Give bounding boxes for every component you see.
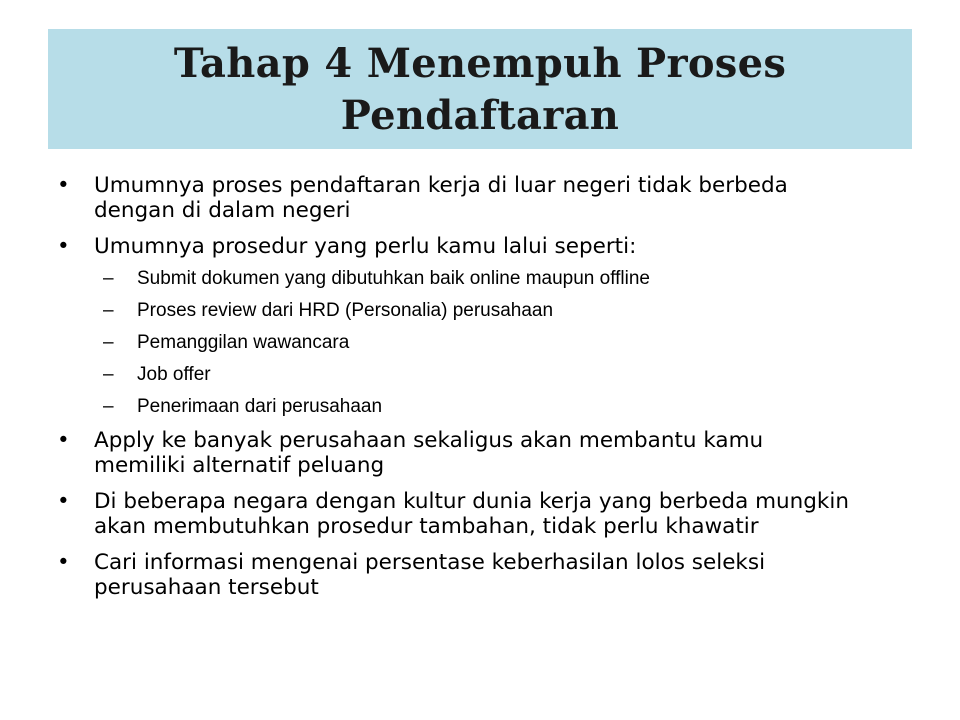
- sub-item: [56, 300, 856, 322]
- bullet-item: [56, 489, 856, 539]
- sub-list: [56, 268, 856, 418]
- slide-title: Tahap 4 Menempuh Proses Pendaftaran: [173, 40, 787, 139]
- bullet-text: Umumnya proses pendaftaran kerja di luar negeri tidak berbeda dengan di dalam negeri: [94, 173, 788, 223]
- sub-item-text: Job offer: [137, 364, 211, 385]
- bullet-text: Apply ke banyak perusahaan sekaligus akan membantu kamu memiliki alternatif peluang: [94, 428, 764, 478]
- sub-item: [56, 364, 856, 386]
- bullet-list: [56, 173, 856, 611]
- bullet-item: [56, 428, 856, 478]
- dash-icon: –: [103, 300, 114, 321]
- bullet-dot-icon: •: [57, 173, 70, 198]
- bullet-dot-icon: •: [57, 234, 70, 259]
- bullet-item: [56, 173, 856, 223]
- sub-item: [56, 268, 856, 290]
- sub-item: [56, 396, 856, 418]
- dash-icon: –: [103, 396, 114, 417]
- bullet-text: Umumnya prosedur yang perlu kamu lalui seperti:: [94, 234, 637, 259]
- bullet-text: Cari informasi mengenai persentase keberhasilan lolos seleksi perusahaan tersebut: [94, 550, 766, 600]
- title-band: [48, 29, 912, 149]
- dash-icon: –: [103, 364, 114, 385]
- bullet-dot-icon: •: [57, 489, 70, 514]
- bullet-dot-icon: •: [57, 550, 70, 575]
- sub-item-text: Penerimaan dari perusahaan: [137, 396, 383, 417]
- bullet-dot-icon: •: [57, 428, 70, 453]
- sub-item-text: Proses review dari HRD (Personalia) perusahaan: [137, 300, 554, 321]
- sub-item: [56, 332, 856, 354]
- bullet-text: Di beberapa negara dengan kultur dunia kerja yang berbeda mungkin akan membutuhkan prosedur tambahan, tidak perlu khawatir: [94, 489, 849, 539]
- sub-item-text: Pemanggilan wawancara: [137, 332, 350, 353]
- sub-item-text: Submit dokumen yang dibutuhkan baik online maupun offline: [137, 268, 650, 289]
- dash-icon: –: [103, 268, 114, 289]
- dash-icon: –: [103, 332, 114, 353]
- bullet-item: [56, 550, 856, 600]
- bullet-item: [56, 234, 856, 259]
